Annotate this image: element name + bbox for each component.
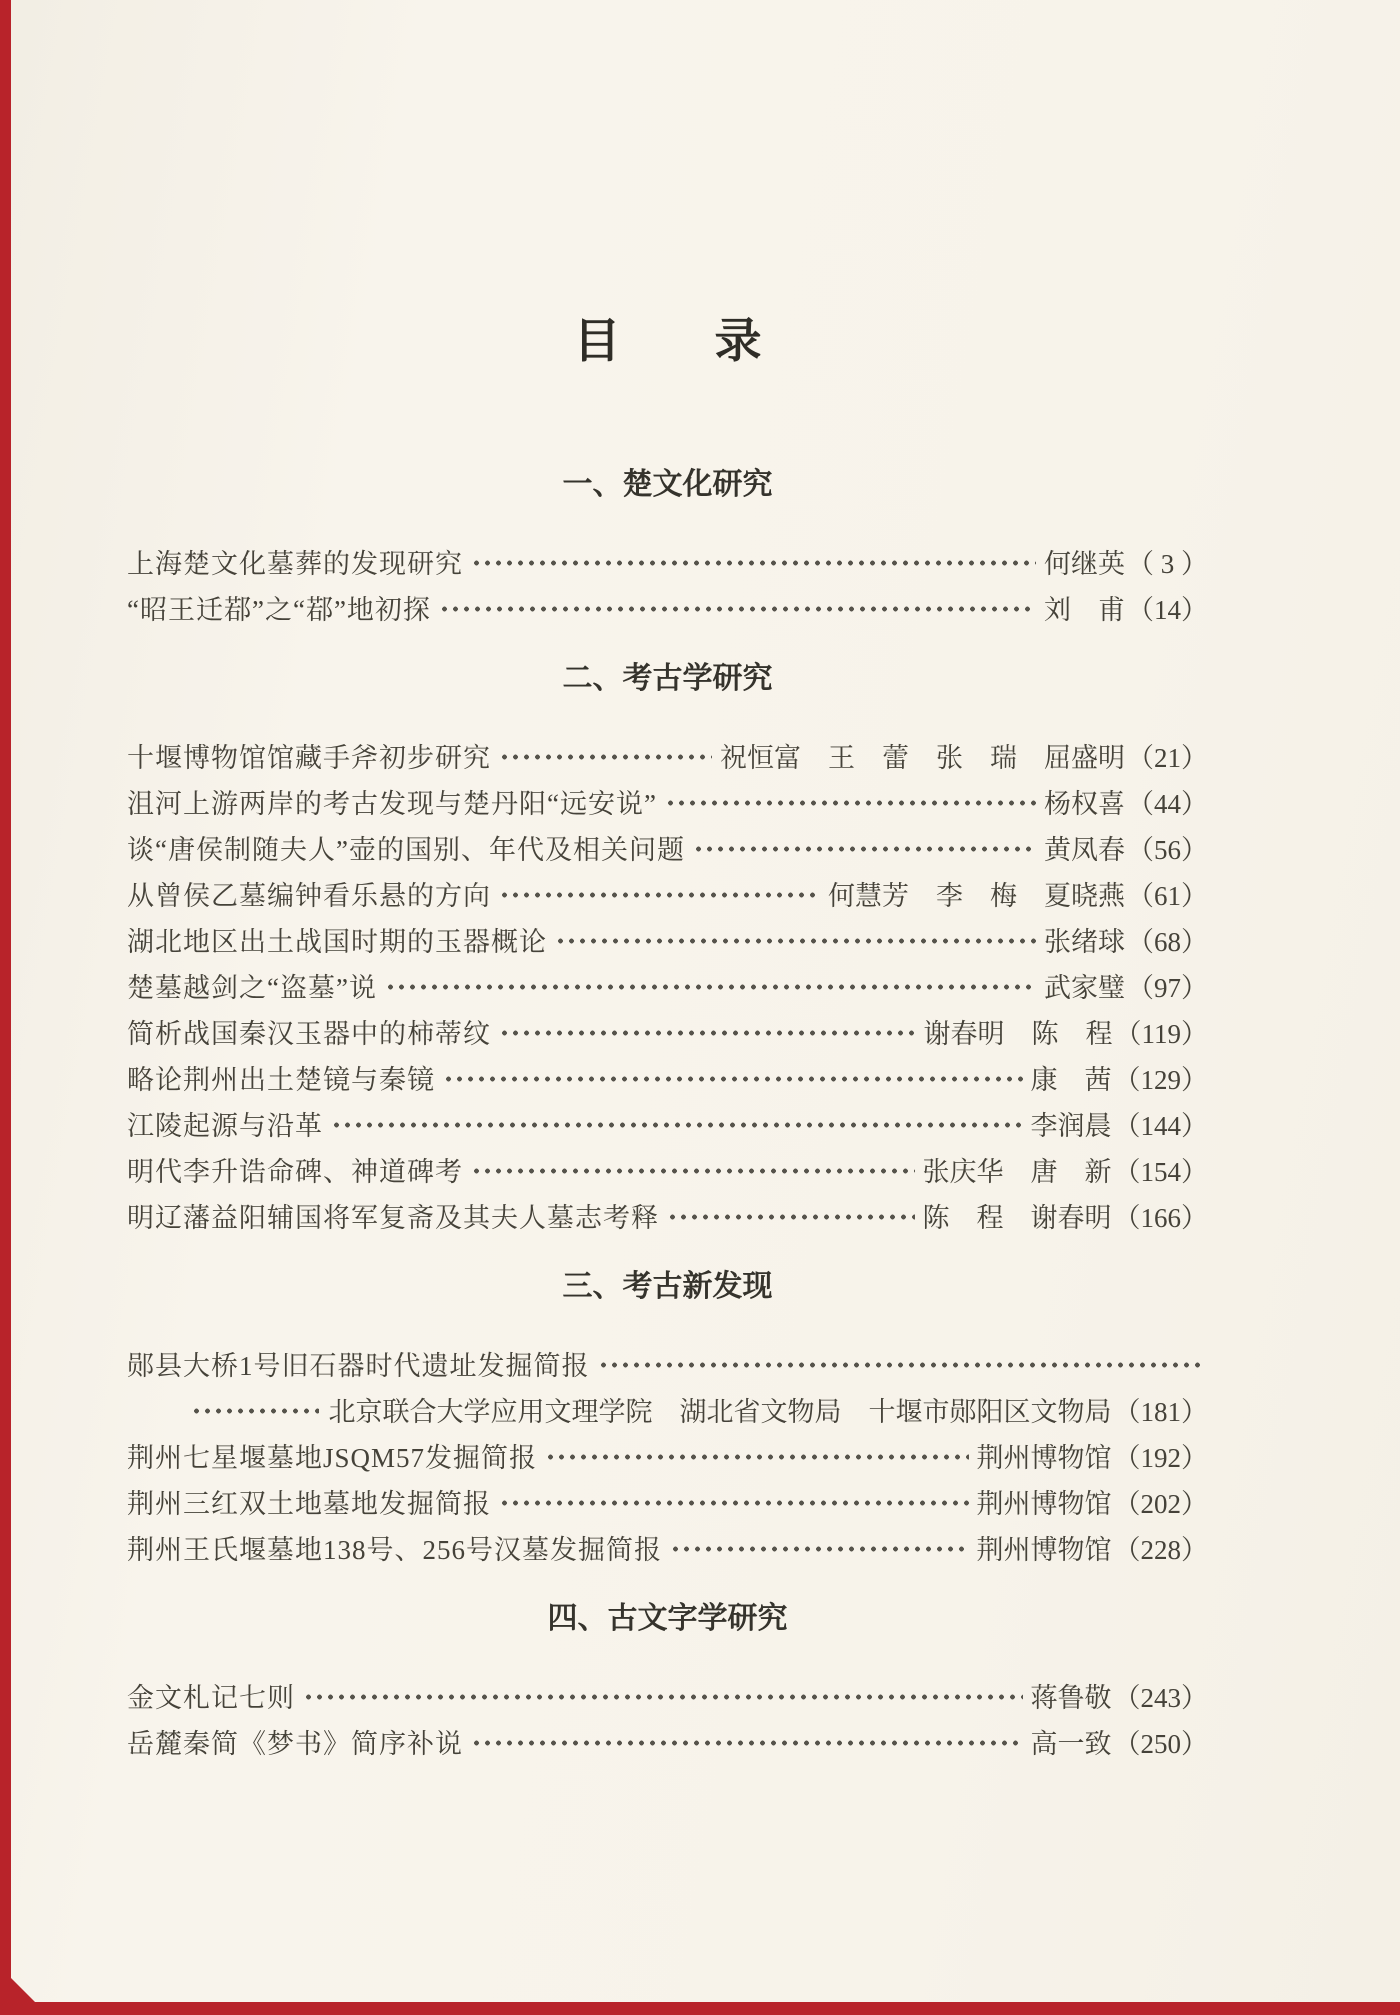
entry-title: 江陵起源与沿革: [127, 1110, 323, 1141]
entry-title: “昭王迁鄀”之“鄀”地初探: [127, 594, 431, 625]
entry-page: （61）: [1127, 880, 1208, 911]
toc-entry: [127, 732, 1208, 778]
entry-authors: 荆州博物馆: [976, 1534, 1112, 1565]
dot-leader: [191, 1408, 319, 1414]
dot-leader: [331, 1122, 1023, 1128]
entry-authors: 何继英: [1044, 548, 1125, 579]
toc-entry: [127, 1524, 1208, 1570]
toc-entry-continuation: [127, 1386, 1208, 1432]
entry-page: （44）: [1127, 788, 1208, 819]
dot-leader: [499, 754, 712, 760]
entry-page: （192）: [1113, 1442, 1208, 1473]
dot-leader: [443, 1076, 1023, 1082]
entry-page: （97）: [1127, 972, 1208, 1003]
entry-title: 岳麓秦简《梦书》简序补说: [127, 1728, 463, 1759]
entry-title: 简析战国秦汉玉器中的柿蒂纹: [127, 1018, 491, 1049]
entry-page: （ 3 ）: [1127, 548, 1208, 579]
entry-title: 郧县大桥1号旧石器时代遗址发掘简报: [127, 1350, 590, 1381]
entry-page: （181）: [1113, 1396, 1208, 1427]
entry-page: （243）: [1113, 1682, 1208, 1713]
entry-authors: 蒋鲁敬: [1030, 1682, 1112, 1713]
entry-authors: 北京联合大学应用文理学院 湖北省文物局 十堰市郧阳区文物局: [328, 1396, 1112, 1427]
dot-leader: [303, 1694, 1023, 1700]
dot-leader: [670, 1546, 969, 1552]
entry-title: 楚墓越剑之“盗墓”说: [127, 972, 377, 1003]
entry-authors: 康 茜: [1030, 1064, 1112, 1095]
toc-entry: [127, 778, 1208, 824]
toc-title: 目 录: [573, 316, 762, 368]
entry-title: 十堰博物馆馆藏手斧初步研究: [127, 742, 491, 773]
entry-page: （228）: [1113, 1534, 1208, 1565]
section-heading: 二、考古学研究: [562, 662, 773, 695]
entry-title: 湖北地区出土战国时期的玉器概论: [127, 926, 547, 957]
entry-page: （119）: [1114, 1018, 1208, 1049]
entry-title: 明辽藩益阳辅国将军复斋及其夫人墓志考释: [127, 1202, 659, 1233]
entry-authors: 李润晨: [1030, 1110, 1112, 1141]
entry-authors: 陈 程 谢春明: [922, 1202, 1112, 1233]
entry-page: （14）: [1127, 594, 1208, 625]
entry-title: 略论荆州出土楚镜与秦镜: [127, 1064, 435, 1095]
dot-leader: [545, 1454, 968, 1460]
toc-section-chu-culture: [127, 466, 1208, 630]
entry-page: （68）: [1127, 926, 1208, 957]
section-heading: 四、古文字学研究: [547, 1602, 788, 1635]
entry-page: （166）: [1113, 1202, 1208, 1233]
entry-page: （202）: [1113, 1488, 1208, 1519]
entry-title: 从曾侯乙墓编钟看乐悬的方向: [127, 880, 491, 911]
entry-authors: 何慧芳 李 梅 夏晓燕: [828, 880, 1125, 911]
toc-entry: [127, 1432, 1208, 1478]
entry-page: （250）: [1113, 1728, 1208, 1759]
entry-title: 荆州王氏堰墓地138号、256号汉墓发掘简报: [127, 1534, 662, 1565]
toc-section-archaeology: [127, 660, 1208, 1238]
toc-entry: [127, 1146, 1208, 1192]
entry-title: 荆州三红双土地墓地发掘简报: [127, 1488, 491, 1519]
entry-title: 谈“唐侯制随夫人”壶的国别、年代及相关问题: [127, 834, 685, 865]
toc-entry: [127, 1008, 1208, 1054]
dot-leader: [471, 1740, 1023, 1746]
dot-leader: [499, 892, 820, 898]
entry-authors: 张庆华 唐 新: [922, 1156, 1112, 1187]
entry-title: 沮河上游两岸的考古发现与楚丹阳“远安说”: [127, 788, 657, 819]
toc-entry: [127, 1340, 1208, 1386]
toc-entry: [127, 870, 1208, 916]
entry-page: （21）: [1127, 742, 1208, 773]
dot-leader: [555, 938, 1036, 944]
entry-page: （56）: [1127, 834, 1208, 865]
scanned-page: [11, 0, 1400, 2002]
dot-leader: [693, 846, 1036, 852]
toc-content: [11, 0, 1400, 1764]
dot-leader: [499, 1500, 969, 1506]
toc-entry: [127, 1478, 1208, 1524]
entry-authors: 高一致: [1030, 1728, 1112, 1759]
toc-entry: [127, 824, 1208, 870]
dot-leader: [499, 1030, 916, 1036]
toc-entry: [127, 1054, 1208, 1100]
entry-authors: 荆州博物馆: [976, 1488, 1112, 1519]
entry-authors: 祝恒富 王 蕾 张 瑞 屈盛明: [720, 742, 1125, 773]
entry-authors: 杨权喜: [1044, 788, 1125, 819]
entry-authors: 荆州博物馆: [976, 1442, 1112, 1473]
entry-authors: 谢春明 陈 程: [923, 1018, 1113, 1049]
entry-page: （144）: [1113, 1110, 1208, 1141]
entry-page: （154）: [1113, 1156, 1208, 1187]
entry-authors: 张绪球: [1044, 926, 1125, 957]
entry-page: （129）: [1113, 1064, 1208, 1095]
toc-section-paleography: [127, 1600, 1208, 1764]
toc-entry: [127, 1100, 1208, 1146]
toc-entry: [127, 1718, 1208, 1764]
toc-entry: [127, 538, 1208, 584]
dot-leader: [667, 1214, 915, 1220]
dot-leader: [665, 800, 1036, 806]
entry-authors: 武家璧: [1044, 972, 1125, 1003]
toc-section-new-discoveries: [127, 1268, 1208, 1570]
section-heading: 三、考古新发现: [562, 1270, 773, 1303]
dot-leader: [471, 1168, 915, 1174]
dot-leader: [598, 1362, 1201, 1368]
toc-entry: [127, 1672, 1208, 1718]
entry-title: 金文札记七则: [127, 1682, 295, 1713]
dot-leader: [439, 606, 1036, 612]
toc-entry: [127, 1192, 1208, 1238]
dot-leader: [385, 984, 1036, 990]
entry-title: 上海楚文化墓葬的发现研究: [127, 548, 463, 579]
toc-entry: [127, 916, 1208, 962]
toc-entry: [127, 584, 1208, 630]
toc-entry: [127, 962, 1208, 1008]
section-heading: 一、楚文化研究: [562, 468, 773, 501]
entry-authors: 刘 甫: [1044, 594, 1125, 625]
entry-authors: 黄凤春: [1044, 834, 1125, 865]
entry-title: 荆州七星堰墓地JSQM57发掘简报: [127, 1442, 538, 1473]
dot-leader: [471, 560, 1036, 566]
entry-title: 明代李升诰命碑、神道碑考: [127, 1156, 463, 1187]
